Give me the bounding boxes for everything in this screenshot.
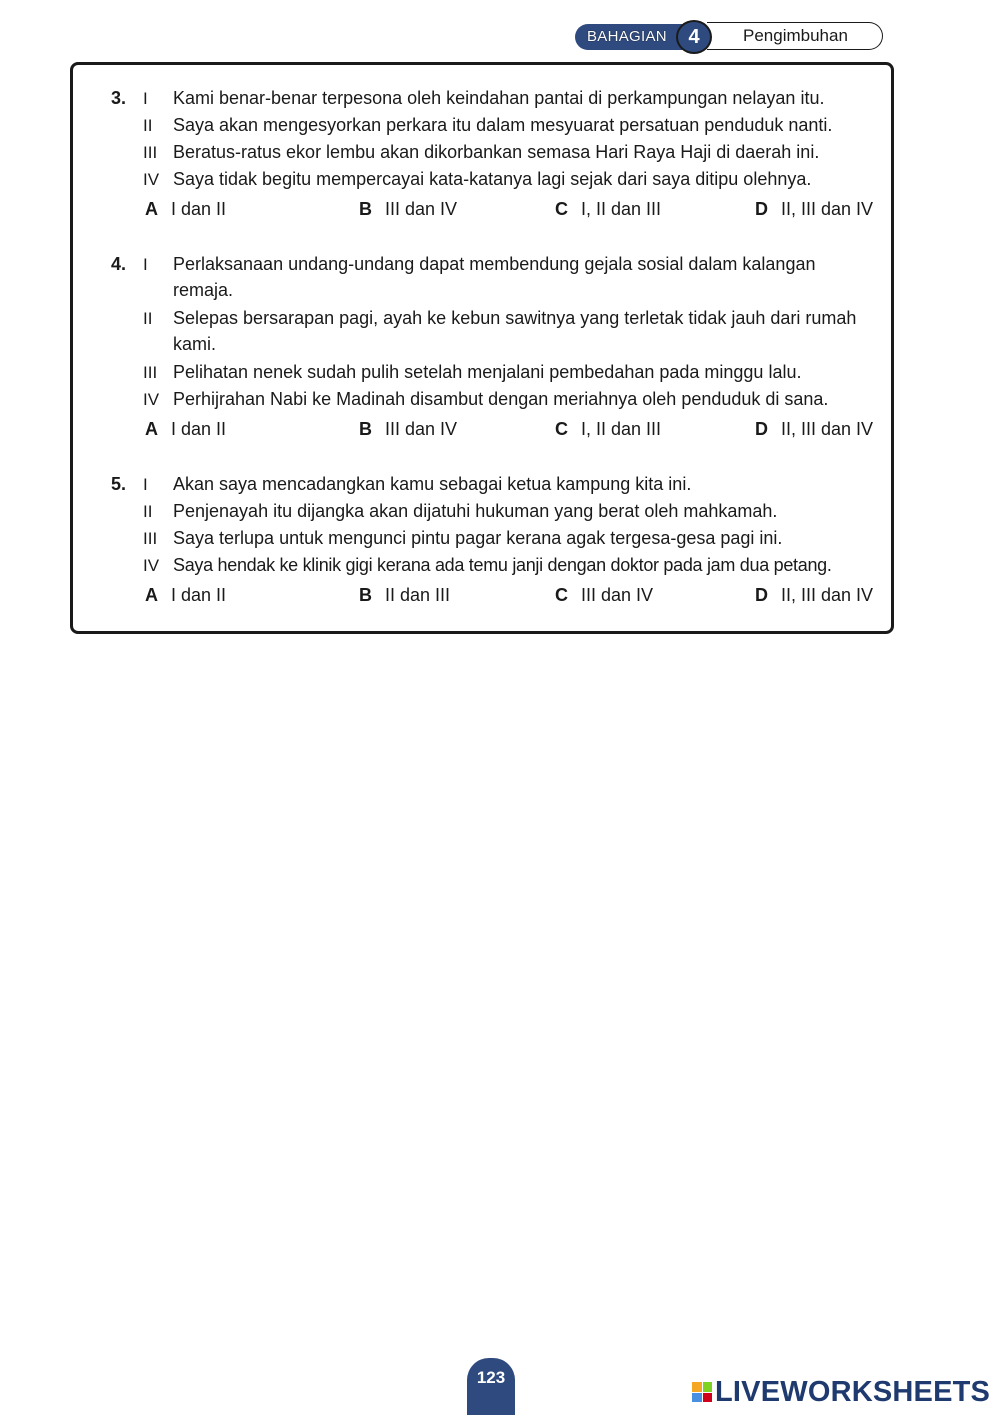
logo-text: LIVEWORKSHEETS [715, 1375, 991, 1408]
option-c[interactable] [555, 419, 661, 440]
statement [143, 359, 801, 386]
page-number: 123 [467, 1358, 515, 1415]
statement-roman: II [143, 309, 153, 328]
statement-roman: III [143, 529, 158, 548]
statement [143, 498, 777, 525]
option-b[interactable] [359, 419, 457, 440]
statement [143, 112, 832, 139]
statement [143, 305, 893, 357]
option-text: I, II dan III [581, 419, 662, 439]
logo-grid-icon [692, 1382, 712, 1402]
statement-text: Perlaksanaan undang-undang dapat membendung gejala sosial dalam kalangan remaja. [173, 254, 816, 300]
option-letter: A [145, 585, 158, 605]
option-text: I dan II [171, 199, 227, 219]
option-letter: B [359, 199, 372, 219]
statement-text: Saya akan mengesyorkan perkara itu dalam mesyuarat persatuan penduduk nanti. [173, 115, 833, 135]
option-b[interactable] [359, 199, 457, 220]
option-d[interactable] [755, 585, 873, 606]
statement-roman: I [143, 255, 148, 274]
option-letter: D [755, 419, 768, 439]
option-d[interactable] [755, 419, 873, 440]
statement-text: Perhijrahan Nabi ke Madinah disambut dengan meriahnya oleh penduduk di sana. [173, 389, 829, 409]
statement-roman: IV [143, 390, 160, 409]
statement-text: Penjenayah itu dijangka akan dijatuhi hukuman yang berat oleh mahkamah. [173, 501, 778, 521]
statement [143, 251, 863, 303]
option-c[interactable] [555, 199, 661, 220]
statement [143, 85, 824, 112]
question-number: 3. [111, 88, 127, 108]
statement-roman: IV [143, 556, 160, 575]
option-letter: D [755, 199, 768, 219]
question-box [70, 62, 894, 634]
option-c[interactable] [555, 585, 653, 606]
statement [143, 525, 782, 552]
option-letter: B [359, 585, 372, 605]
option-d[interactable] [755, 199, 873, 220]
statement-roman: I [143, 475, 148, 494]
liveworksheets-logo[interactable] [692, 1377, 990, 1407]
section-header [575, 20, 883, 52]
statement-roman: IV [143, 170, 160, 189]
statement-roman: II [143, 502, 153, 521]
question-number: 5. [111, 474, 127, 494]
statement-roman: II [143, 116, 153, 135]
option-text: III dan IV [581, 585, 654, 605]
section-number-badge: 4 [676, 20, 712, 54]
statement [143, 386, 828, 413]
statement-roman: III [143, 363, 158, 382]
option-a[interactable] [145, 419, 226, 440]
statement-text: Kami benar-benar terpesona oleh keindahan pantai di perkampungan nelayan itu. [173, 88, 825, 108]
option-text: I dan II [171, 585, 227, 605]
option-letter: B [359, 419, 372, 439]
option-b[interactable] [359, 585, 450, 606]
statement-text: Saya tidak begitu mempercayai kata-katanya lagi sejak dari saya ditipu olehnya. [173, 169, 812, 189]
option-a[interactable] [145, 585, 226, 606]
question-number: 4. [111, 254, 127, 274]
statement-roman: III [143, 143, 158, 162]
option-text: III dan IV [385, 199, 458, 219]
statement-text: Pelihatan nenek sudah pulih setelah menjalani pembedahan pada minggu lalu. [173, 362, 802, 382]
statement-text: Beratus-ratus ekor lembu akan dikorbankan semasa Hari Raya Haji di daerah ini. [173, 142, 820, 162]
section-topic: Pengimbuhan [707, 22, 883, 50]
option-text: II, III dan IV [781, 585, 874, 605]
option-a[interactable] [145, 199, 226, 220]
section-label: BAHAGIAN [575, 24, 687, 50]
statement-text: Akan saya mencadangkan kamu sebagai ketua kampung kita ini. [173, 474, 692, 494]
statement [143, 552, 832, 579]
option-letter: C [555, 199, 568, 219]
statement [143, 166, 811, 193]
option-letter: D [755, 585, 768, 605]
statement-text: Saya terlupa untuk mengunci pintu pagar kerana agak tergesa-gesa pagi ini. [173, 528, 783, 548]
option-letter: A [145, 199, 158, 219]
option-letter: A [145, 419, 158, 439]
option-letter: C [555, 419, 568, 439]
statement-text: Selepas bersarapan pagi, ayah ke kebun sawitnya yang terletak tidak jauh dari rumah kami. [173, 308, 857, 354]
statement [143, 139, 819, 166]
statement-roman: I [143, 89, 148, 108]
option-text: II, III dan IV [781, 419, 874, 439]
option-letter: C [555, 585, 568, 605]
option-text: II dan III [385, 585, 451, 605]
answer-options [145, 585, 885, 611]
option-text: II, III dan IV [781, 199, 874, 219]
option-text: I dan II [171, 419, 227, 439]
statement [143, 471, 691, 498]
statement-text: Saya hendak ke klinik gigi kerana ada temu janji dengan doktor pada jam dua petang. [173, 555, 832, 575]
answer-options [145, 419, 885, 445]
answer-options [145, 199, 885, 225]
option-text: III dan IV [385, 419, 458, 439]
option-text: I, II dan III [581, 199, 662, 219]
